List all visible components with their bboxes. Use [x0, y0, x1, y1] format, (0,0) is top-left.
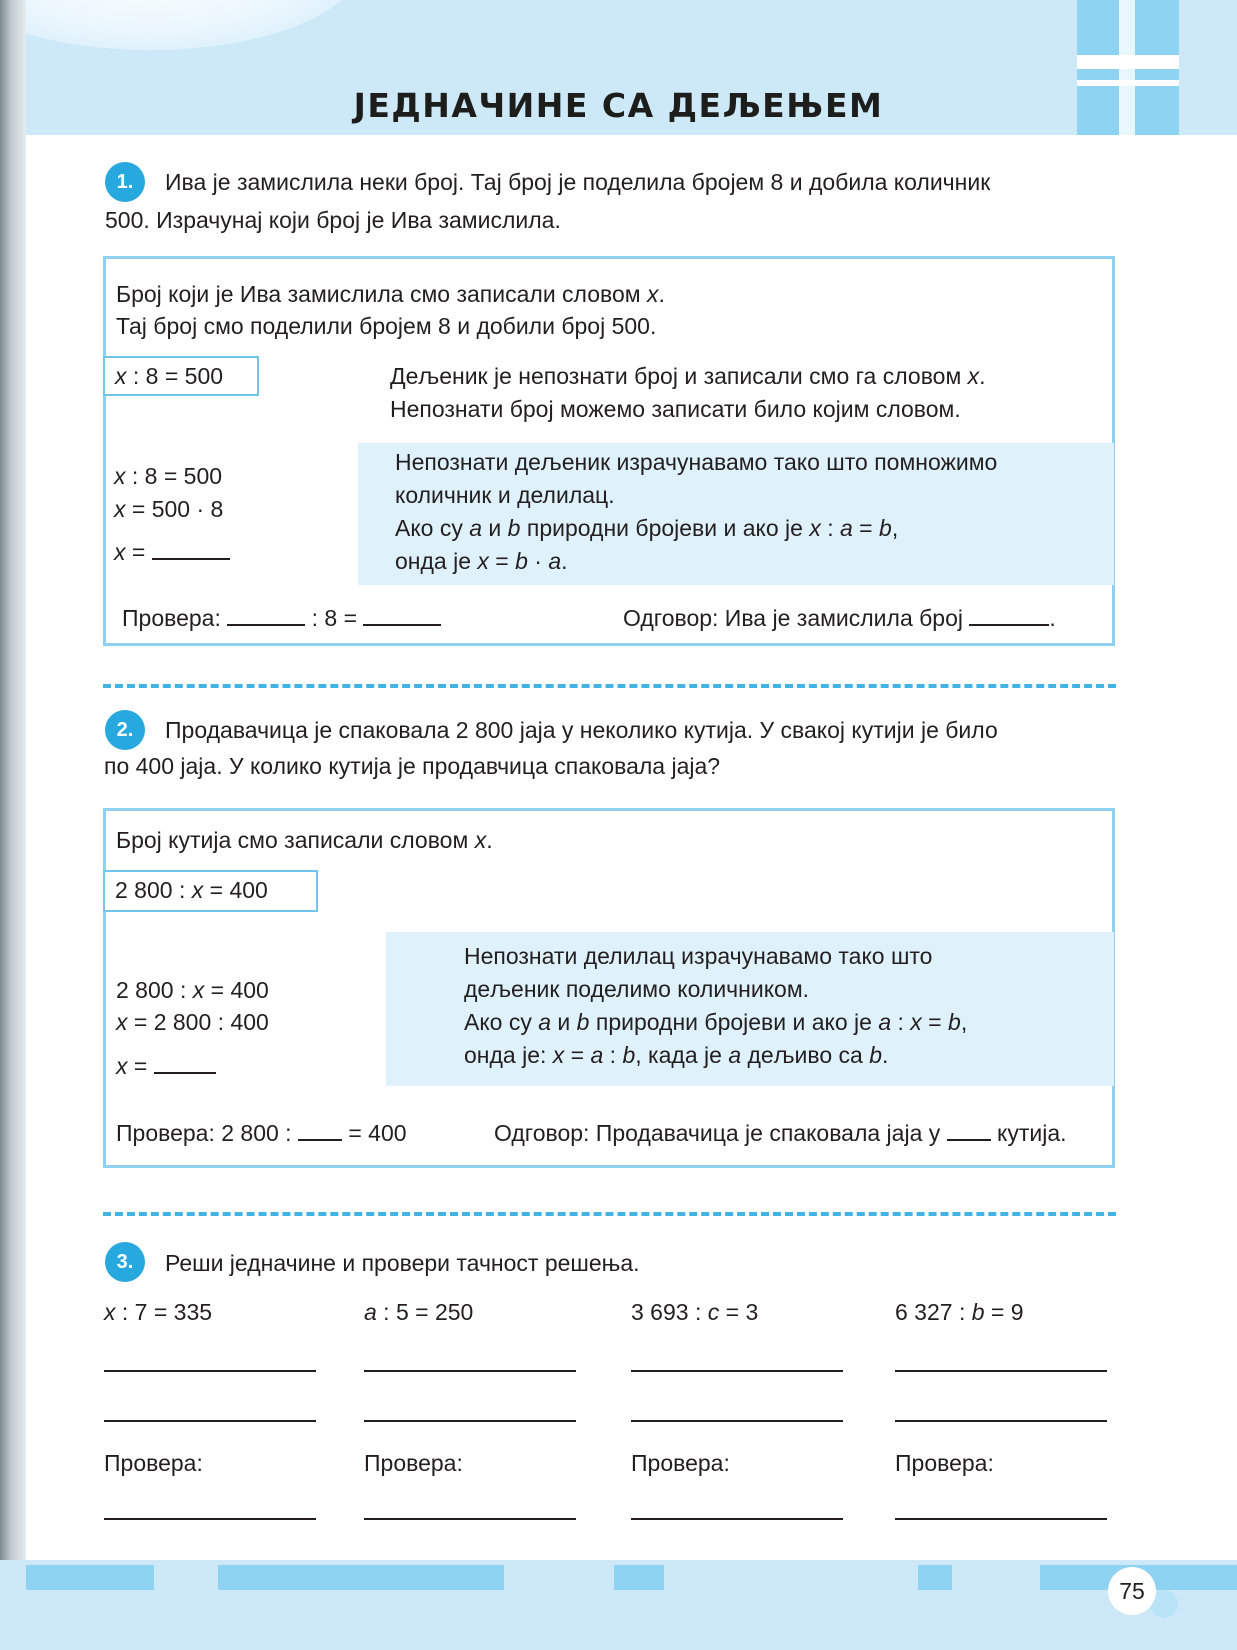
- task1-prompt-line1: Ива је замислила неки број. Тај број је поделила бројем 8 и добила количник: [165, 169, 991, 195]
- section-divider: [103, 1212, 1116, 1216]
- footer-stripe: [232, 1565, 504, 1590]
- task1-rule-line3: Ако су a и b природни бројеви и ако је x : a = b,: [395, 515, 899, 541]
- answer-line[interactable]: [104, 1420, 316, 1422]
- task3-prompt: Реши једначине и провери тачност решења.: [165, 1250, 640, 1276]
- check-label: Провера:: [364, 1450, 463, 1476]
- task1-answer: Одговор: Ива је замислила број .: [623, 602, 1056, 635]
- task2-intro: Број кутија смо записали словом x.: [116, 827, 493, 853]
- check-blank[interactable]: [363, 602, 441, 626]
- answer-line[interactable]: [895, 1370, 1107, 1372]
- task2-prompt-line2: по 400 јаја. У колико кутија је продавчица спаковала јаја?: [104, 753, 721, 779]
- answer-line[interactable]: [895, 1518, 1107, 1520]
- task1-check: Провера: : 8 =: [122, 602, 441, 635]
- task1-rule-line4: онда је x = b · a.: [395, 548, 568, 574]
- check-label: Провера:: [631, 1450, 730, 1476]
- answer-blank[interactable]: [969, 602, 1049, 626]
- check-label: Провера:: [895, 1450, 994, 1476]
- answer-line[interactable]: [895, 1420, 1107, 1422]
- answer-line[interactable]: [364, 1518, 576, 1520]
- task2-answer: Одговор: Продавачица је спаковала јаја у кутија.: [494, 1117, 1067, 1150]
- task3-equation: 6 327 : b = 9: [895, 1299, 1024, 1325]
- task2-prompt-line1: Продавачица је спаковала 2 800 јаја у неколико кутија. У свакој кутији је било: [165, 717, 998, 743]
- task1-step1: x : 8 = 500: [114, 463, 223, 489]
- task1-prompt-line2: 500. Израчунај који број је Ива замислила.: [105, 207, 561, 233]
- task1-rule-line2: количник и делилац.: [395, 482, 615, 508]
- task2-check: Провера: 2 800 : = 400: [116, 1117, 407, 1150]
- task3-equation: x : 7 = 335: [104, 1299, 213, 1325]
- task-number-badge: 2.: [105, 710, 145, 750]
- task3-equation: 3 693 : c = 3: [631, 1299, 759, 1325]
- task2-step2: x = 2 800 : 400: [116, 1009, 269, 1035]
- check-label: Провера:: [104, 1450, 203, 1476]
- task1-step2: x = 500 · 8: [114, 496, 224, 522]
- task-number-badge: 1.: [105, 162, 145, 202]
- task2-rule-line4: онда је: x = a : b, када је a дељиво са b.: [464, 1042, 889, 1068]
- check-blank[interactable]: [227, 602, 305, 626]
- answer-line[interactable]: [104, 1370, 316, 1372]
- task1-note-line2: Непознати број можемо записати било којим словом.: [390, 396, 961, 422]
- task3-equation: a : 5 = 250: [364, 1299, 474, 1325]
- answer-line[interactable]: [631, 1420, 843, 1422]
- answer-line[interactable]: [631, 1370, 843, 1372]
- footer-stripe: [26, 1565, 154, 1590]
- check-blank[interactable]: [298, 1117, 342, 1141]
- task2-step1: 2 800 : x = 400: [116, 977, 269, 1003]
- footer-stripe: [918, 1565, 952, 1590]
- answer-line[interactable]: [364, 1420, 576, 1422]
- task2-rule-line2: дељеник поделимо количником.: [464, 976, 810, 1002]
- section-divider: [103, 684, 1116, 688]
- task1-equation-box: x : 8 = 500: [103, 356, 259, 396]
- footer-stripe: [614, 1565, 664, 1590]
- book-spine-shadow: [0, 0, 26, 1650]
- task1-note-line1: Дељеник је непознати број и записали смо га словом x.: [390, 363, 986, 389]
- answer-line[interactable]: [364, 1370, 576, 1372]
- task2-step3: x =: [116, 1050, 216, 1083]
- page-number: 75: [1108, 1567, 1156, 1615]
- task-number-badge: 3.: [105, 1242, 145, 1282]
- answer-line[interactable]: [104, 1518, 316, 1520]
- task2-rule-line1: Непознати делилац израчунавамо тако што: [464, 943, 933, 969]
- page-title: ЈЕДНАЧИНЕ СА ДЕЉЕЊЕМ: [353, 86, 884, 125]
- answer-blank[interactable]: [152, 536, 230, 560]
- answer-blank[interactable]: [154, 1050, 216, 1074]
- task1-step3: x =: [114, 536, 230, 569]
- task2-rule-line3: Ако су a и b природни бројеви и ако је a : x = b,: [464, 1009, 968, 1035]
- task2-equation-box: 2 800 : x = 400: [103, 870, 318, 912]
- task1-intro-line2: Тај број смо поделили бројем 8 и добили број 500.: [116, 313, 657, 339]
- answer-blank[interactable]: [947, 1117, 991, 1141]
- task1-rule-line1: Непознати дељеник израчунавамо тако што помножимо: [395, 449, 998, 475]
- header-stripe: [1077, 55, 1179, 69]
- task1-intro-line1: Број који је Ива замислила смо записали словом x.: [116, 281, 665, 307]
- answer-line[interactable]: [631, 1518, 843, 1520]
